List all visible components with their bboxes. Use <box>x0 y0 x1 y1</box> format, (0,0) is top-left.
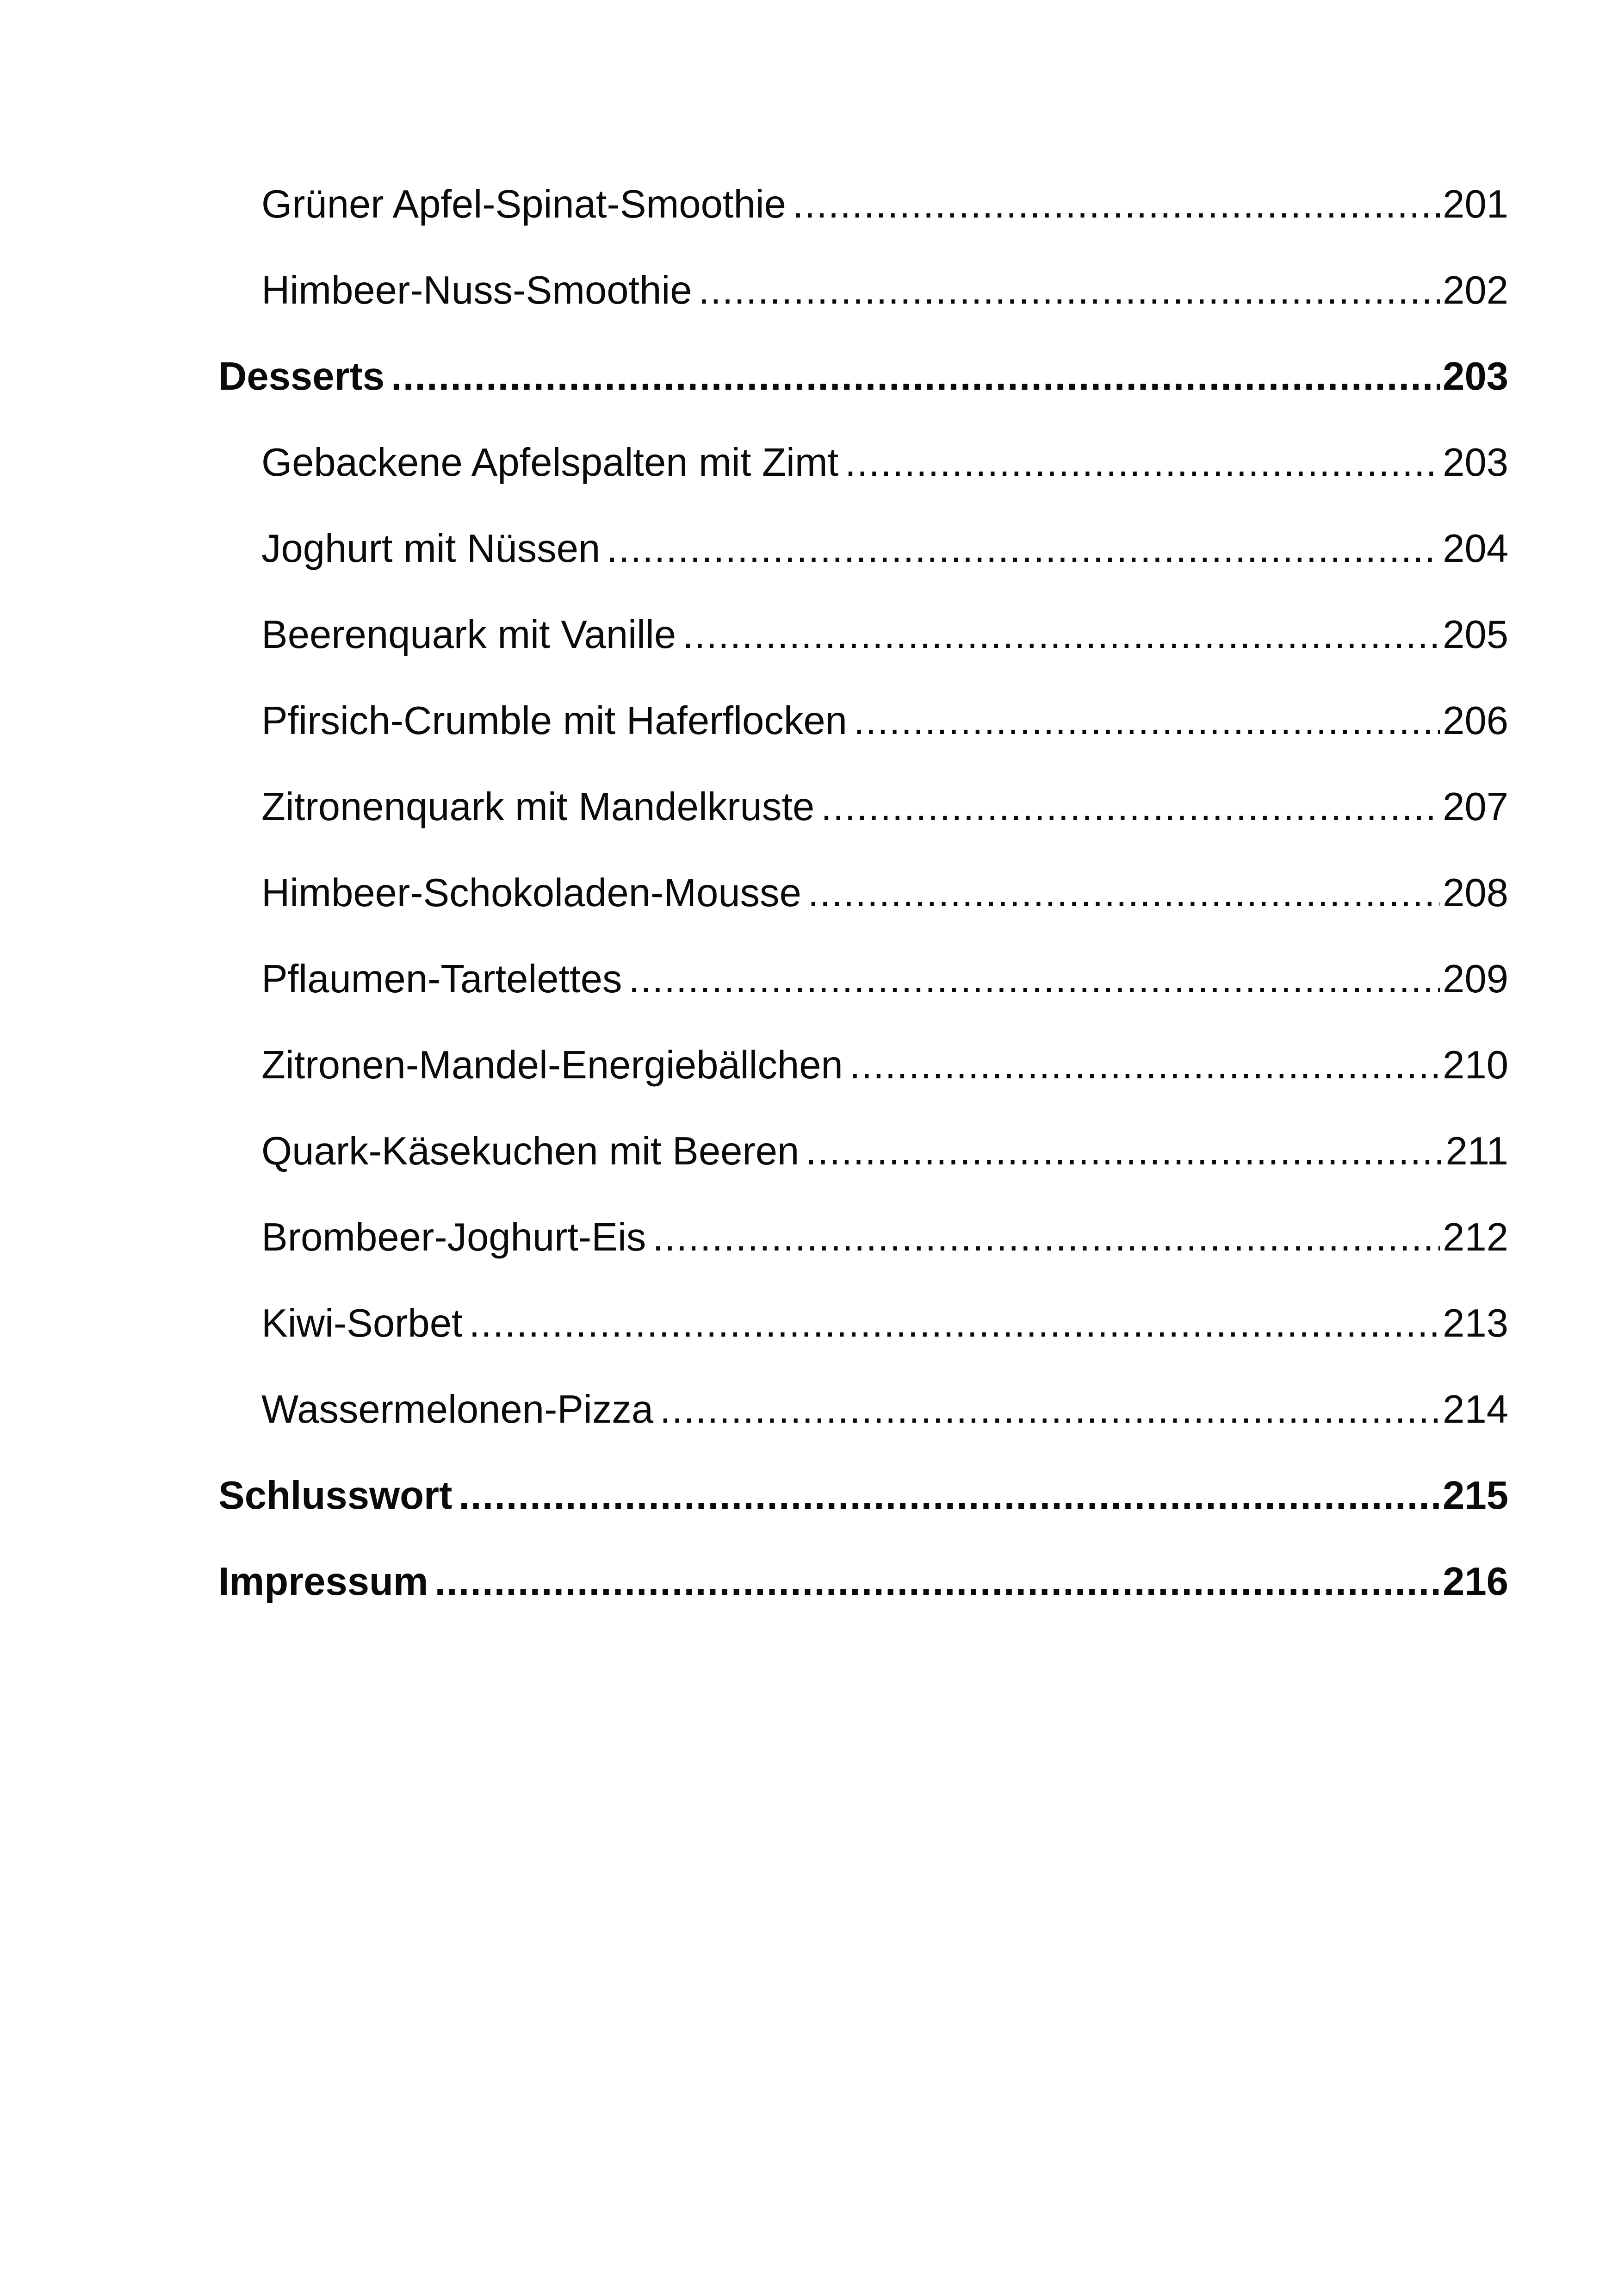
toc-entry-zitronen-mandel-energiebaellchen[interactable] <box>218 1022 1508 1108</box>
toc-entry-joghurt-mit-nuessen[interactable] <box>218 506 1508 592</box>
toc-dot-leader <box>607 506 1440 592</box>
toc-entry-title: Wassermelonen-Pizza <box>261 1388 654 1431</box>
toc-section-title: Desserts <box>218 355 385 398</box>
toc-entry-himbeer-schokoladen-mousse[interactable] <box>218 850 1508 936</box>
toc-entry-zitronenquark[interactable] <box>218 764 1508 850</box>
toc-entry-title: Grüner Apfel-Spinat-Smoothie <box>261 182 786 226</box>
toc-entry-title: Himbeer-Nuss-Smoothie <box>261 268 692 312</box>
toc-dot-leader <box>854 678 1440 764</box>
toc-entry-page-number: 206 <box>1443 699 1508 743</box>
toc-entry-title: Beerenquark mit Vanille <box>261 613 676 657</box>
toc-entry-title: Pfirsich-Crumble mit Haferflocken <box>261 699 847 743</box>
toc-entry-pfirsich-crumble[interactable] <box>218 678 1508 764</box>
toc-entry-title: Zitronen-Mandel-Energiebällchen <box>261 1043 843 1087</box>
toc-dot-leader <box>699 248 1440 334</box>
toc-entry-page-number: 214 <box>1443 1388 1508 1431</box>
toc-section-desserts[interactable] <box>218 334 1508 420</box>
toc-dot-leader <box>845 420 1440 506</box>
toc-section-page-number: 216 <box>1443 1560 1508 1604</box>
toc-entry-page-number: 212 <box>1443 1215 1508 1259</box>
toc-dot-leader <box>652 1195 1440 1281</box>
toc-section-title: Impressum <box>218 1560 428 1604</box>
toc-entry-page-number: 205 <box>1443 613 1508 657</box>
toc-entry-page-number: 209 <box>1443 957 1508 1001</box>
toc-entry-page-number: 210 <box>1443 1043 1508 1087</box>
table-of-contents <box>218 162 1508 1625</box>
toc-entry-title: Zitronenquark mit Mandelkruste <box>261 785 815 829</box>
toc-entry-kiwi-sorbet[interactable] <box>218 1281 1508 1367</box>
toc-entry-gebackene-apfelspalten[interactable] <box>218 420 1508 506</box>
toc-entry-page-number: 213 <box>1443 1301 1508 1345</box>
toc-entry-title: Brombeer-Joghurt-Eis <box>261 1215 646 1259</box>
toc-section-impressum[interactable] <box>218 1539 1508 1625</box>
toc-dot-leader <box>469 1281 1440 1367</box>
toc-entry-page-number: 207 <box>1443 785 1508 829</box>
toc-entry-title: Gebackene Apfelspalten mit Zimt <box>261 441 839 485</box>
toc-section-schlusswort[interactable] <box>218 1453 1508 1539</box>
toc-entry-page-number: 202 <box>1443 268 1508 312</box>
toc-entry-page-number: 204 <box>1443 527 1508 571</box>
toc-entry-title: Quark-Käsekuchen mit Beeren <box>261 1129 800 1173</box>
toc-dot-leader <box>459 1453 1440 1539</box>
toc-dot-leader <box>793 162 1440 248</box>
toc-entry-page-number: 208 <box>1443 871 1508 915</box>
toc-dot-leader <box>391 334 1440 420</box>
toc-dot-leader <box>660 1367 1440 1453</box>
toc-entry-page-number: 211 <box>1445 1129 1508 1173</box>
toc-entry-gruener-apfel-spinat-smoothie[interactable] <box>218 162 1508 248</box>
toc-section-page-number: 215 <box>1443 1474 1508 1518</box>
toc-entry-title: Kiwi-Sorbet <box>261 1301 463 1345</box>
toc-entry-wassermelonen-pizza[interactable] <box>218 1367 1508 1453</box>
toc-entry-himbeer-nuss-smoothie[interactable] <box>218 248 1508 334</box>
toc-entry-title: Himbeer-Schokoladen-Mousse <box>261 871 801 915</box>
toc-dot-leader <box>629 936 1440 1022</box>
toc-entry-title: Joghurt mit Nüssen <box>261 527 601 571</box>
toc-entry-beerenquark-mit-vanille[interactable] <box>218 592 1508 678</box>
toc-entry-page-number: 203 <box>1443 441 1508 485</box>
toc-dot-leader <box>806 1108 1443 1195</box>
toc-entry-quark-kaesekuchen[interactable] <box>218 1108 1508 1195</box>
toc-dot-leader <box>821 764 1440 850</box>
toc-entry-brombeer-joghurt-eis[interactable] <box>218 1195 1508 1281</box>
toc-dot-leader <box>808 850 1440 936</box>
toc-section-page-number: 203 <box>1443 355 1508 398</box>
toc-dot-leader <box>849 1022 1440 1108</box>
toc-section-title: Schlusswort <box>218 1474 453 1518</box>
toc-entry-pflaumen-tartelettes[interactable] <box>218 936 1508 1022</box>
toc-entry-title: Pflaumen-Tartelettes <box>261 957 622 1001</box>
toc-dot-leader <box>435 1539 1440 1625</box>
toc-dot-leader <box>682 592 1440 678</box>
toc-entry-page-number: 201 <box>1443 182 1508 226</box>
